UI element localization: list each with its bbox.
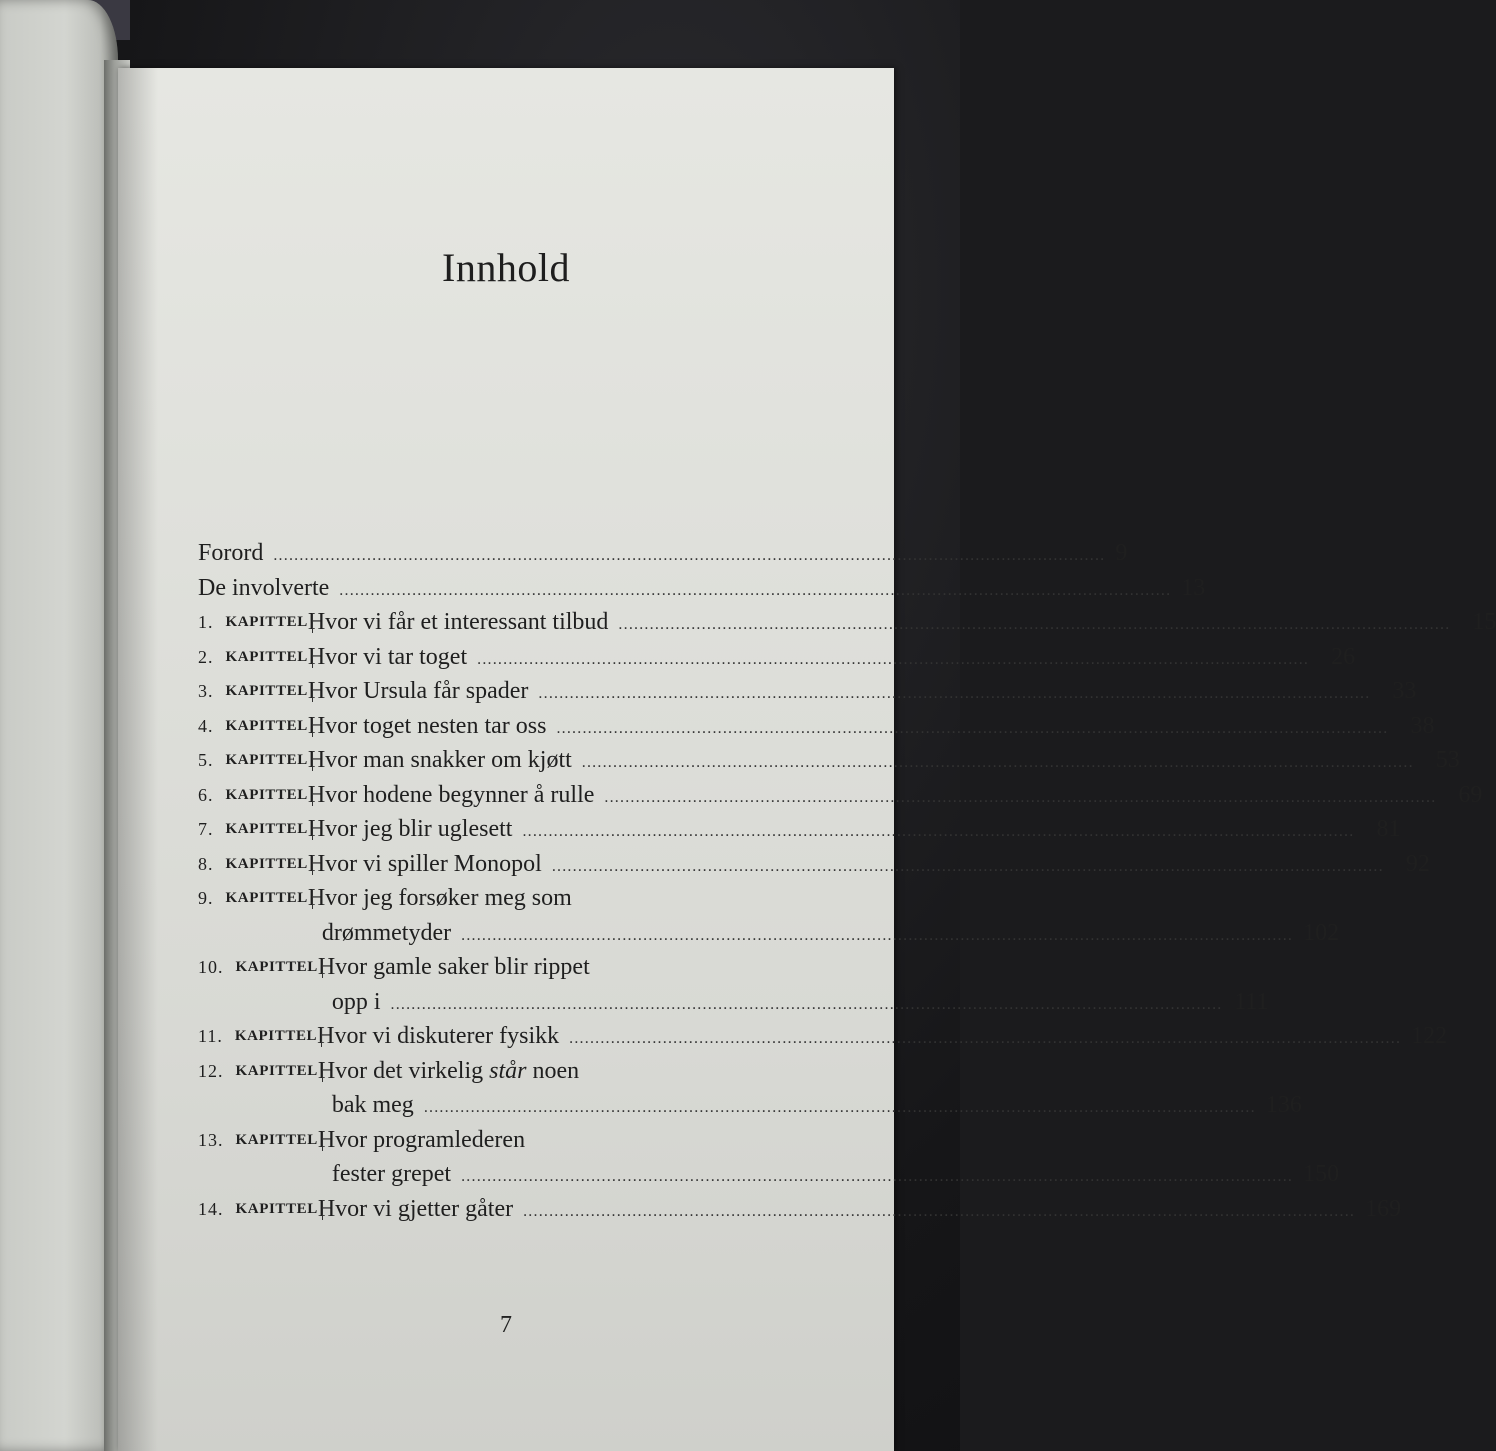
chapter-word: KAPITTEL (225, 752, 308, 768)
chapter-word: KAPITTEL (225, 648, 308, 665)
dot-leader: ................................................................................................................................................................ (551, 857, 1384, 875)
chapter-title-line (318, 1157, 1339, 1192)
chapter-title-line (317, 1019, 1447, 1054)
chapter-page: 102 (1303, 919, 1340, 946)
chapter-page: 81 (1376, 816, 1401, 842)
chapter-title-line (308, 743, 1460, 778)
chapter-word: KAPITTEL (234, 1028, 318, 1044)
dot-leader: ................................................................................................................................................................ (556, 719, 1389, 737)
chapter-body (308, 674, 1417, 709)
chapter-body (318, 1054, 1302, 1123)
chapter-number: 8. (198, 853, 214, 874)
chapter-title-cont: drømmetyder (321, 919, 452, 946)
chapter-title: Hvor vi tar toget (307, 643, 468, 670)
chapter-body (308, 605, 1496, 640)
chapter-number: 12. (198, 1060, 224, 1081)
dot-leader: ................................................................................................................................................................ (477, 650, 1310, 668)
dot-leader: ................................................................................................................................................................ (569, 1030, 1402, 1047)
chapter-title-cont: fester grepet (331, 1161, 452, 1187)
chapter-title: Hvor vi får et interessant tilbud (307, 609, 609, 635)
chapter-word: KAPITTEL (225, 614, 308, 630)
chapter-word: KAPITTEL (225, 683, 308, 699)
dot-leader: ................................................................................................................................................................ (604, 788, 1437, 806)
chapter-entry (198, 1192, 1402, 1227)
chapter-title-line (318, 1054, 1302, 1089)
chapter-entry (198, 605, 1496, 640)
chapter-body (318, 1123, 1339, 1192)
chapter-number: 13. (198, 1129, 224, 1150)
chapter-title: Hvor vi spiller Monopol (307, 850, 542, 877)
chapter-title-line (318, 950, 1269, 985)
chapter-title-line (308, 640, 1355, 675)
chapter-body (308, 743, 1460, 778)
chapter-word: KAPITTEL (235, 1200, 318, 1217)
chapter-body (308, 812, 1401, 847)
chapter-page: 150 (1303, 1161, 1340, 1187)
chapter-page: 136 (1265, 1092, 1302, 1118)
dot-leader: ................................................................................................................................................................ (339, 581, 1172, 599)
chapter-title: Hvor gamle saker blir rippet (317, 954, 590, 980)
chapter-number: 11. (198, 1026, 223, 1046)
chapter-word: KAPITTEL (225, 717, 308, 734)
chapter-title: Hvor toget nesten tar oss (307, 712, 547, 739)
chapter-title-line (308, 881, 1339, 916)
dot-leader: ................................................................................................................................................................ (538, 685, 1371, 702)
chapter-title-line (308, 778, 1483, 813)
left-page (0, 0, 118, 1451)
chapter-page: 15 (1472, 609, 1496, 635)
chapter-page: 38 (1410, 712, 1435, 739)
chapter-entry (198, 847, 1430, 882)
chapter-number: 5. (198, 750, 214, 770)
chapter-number: 1. (198, 612, 214, 632)
chapter-title: Hvor man snakker om kjøtt (307, 747, 572, 773)
chapter-title: Hvor vi diskuterer fysikk (317, 1023, 560, 1049)
chapter-number: 7. (198, 819, 214, 839)
dot-leader: ................................................................................................................................................................ (390, 995, 1223, 1013)
chapter-title-cont: bak meg (331, 1092, 414, 1118)
toc-entry-title: De involverte (198, 574, 330, 601)
toc-entry-page: 9 (1115, 540, 1128, 566)
chapter-title: Hvor jeg blir uglesett (307, 816, 513, 842)
chapter-entry (198, 1123, 1340, 1192)
chapter-title: Hvor hodene begynner å rulle (307, 781, 595, 808)
chapter-page: 92 (1405, 850, 1430, 877)
chapter-title-line (318, 1192, 1401, 1227)
chapter-page: 33 (1392, 678, 1417, 704)
chapter-title-line (308, 605, 1496, 640)
chapter-page: 111 (1234, 988, 1269, 1015)
chapter-number: 3. (198, 681, 214, 701)
table-of-contents (198, 536, 1496, 1226)
chapter-body (308, 640, 1355, 675)
toc-entry-page: 13 (1181, 574, 1206, 601)
page-title: Innhold (442, 245, 570, 290)
chapter-body (308, 778, 1483, 813)
toc-entry-title: Forord (198, 540, 264, 566)
chapter-title-line (308, 709, 1435, 744)
chapter-title-line (318, 1088, 1302, 1123)
chapter-title-line (308, 812, 1401, 847)
chapter-title: Hvor jeg forsøker meg som (307, 885, 572, 911)
dot-leader: ................................................................................................................................................................ (522, 823, 1355, 840)
chapter-entry (198, 881, 1340, 950)
dot-leader: ................................................................................................................................................................ (523, 1202, 1356, 1220)
chapter-title: Hvor programlederen (317, 1126, 526, 1153)
chapter-entry (198, 1019, 1448, 1054)
chapter-page: 53 (1435, 747, 1460, 773)
chapter-body (318, 950, 1269, 1019)
chapter-page: 122 (1411, 1023, 1448, 1049)
emphasis: står (489, 1057, 527, 1084)
chapter-title-cont: opp i (331, 988, 381, 1015)
chapter-word: KAPITTEL (235, 959, 318, 975)
dot-leader: ................................................................................................................................................................ (618, 616, 1451, 633)
chapter-number: 9. (198, 888, 214, 908)
chapter-entry (198, 640, 1356, 675)
chapter-title-line (308, 847, 1430, 882)
chapter-page: 69 (1458, 781, 1483, 808)
chapter-body (308, 881, 1339, 950)
chapter-word: KAPITTEL (225, 855, 308, 872)
dot-leader: ................................................................................................................................................................ (581, 754, 1414, 771)
chapter-number: 14. (198, 1198, 224, 1219)
chapter-title-line (318, 985, 1269, 1020)
chapter-title: Hvor Ursula får spader (307, 678, 529, 704)
chapter-title: Hvor det virkelig står noen (317, 1057, 580, 1084)
chapter-word: KAPITTEL (225, 821, 308, 837)
chapter-title: Hvor vi gjetter gåter (317, 1195, 514, 1222)
chapter-body (318, 1192, 1401, 1227)
chapter-body (308, 709, 1435, 744)
chapter-entry (198, 950, 1269, 1019)
chapter-word: KAPITTEL (225, 890, 308, 906)
chapter-entry (198, 709, 1435, 744)
chapter-title-line (308, 674, 1417, 709)
chapter-number: 4. (198, 715, 214, 736)
dot-leader: ................................................................................................................................................................ (461, 1168, 1294, 1185)
chapter-entry (198, 674, 1417, 709)
dot-leader: ................................................................................................................................................................ (273, 547, 1106, 564)
chapter-body (317, 1019, 1447, 1054)
chapter-entry (198, 1054, 1302, 1123)
chapter-number: 2. (198, 646, 214, 667)
chapter-number: 6. (198, 784, 214, 805)
chapter-word: KAPITTEL (225, 786, 308, 803)
dot-leader: ................................................................................................................................................................ (423, 1099, 1256, 1116)
right-page (118, 68, 1496, 1451)
toc-entry (198, 536, 1128, 571)
chapter-body (308, 847, 1430, 882)
page-number: 7 (500, 1312, 512, 1338)
chapter-entry (198, 812, 1401, 847)
chapter-page: 169 (1365, 1195, 1402, 1222)
chapter-entry (198, 778, 1483, 813)
chapter-entry (198, 743, 1460, 778)
chapter-word: KAPITTEL (235, 1062, 318, 1079)
chapter-number: 10. (198, 957, 224, 977)
chapter-page: 26 (1331, 643, 1356, 670)
chapter-title-line (308, 916, 1339, 951)
dot-leader: ................................................................................................................................................................ (461, 926, 1294, 944)
chapter-title-line (318, 1123, 1339, 1158)
chapter-word: KAPITTEL (235, 1131, 318, 1148)
toc-entry (198, 571, 1206, 606)
